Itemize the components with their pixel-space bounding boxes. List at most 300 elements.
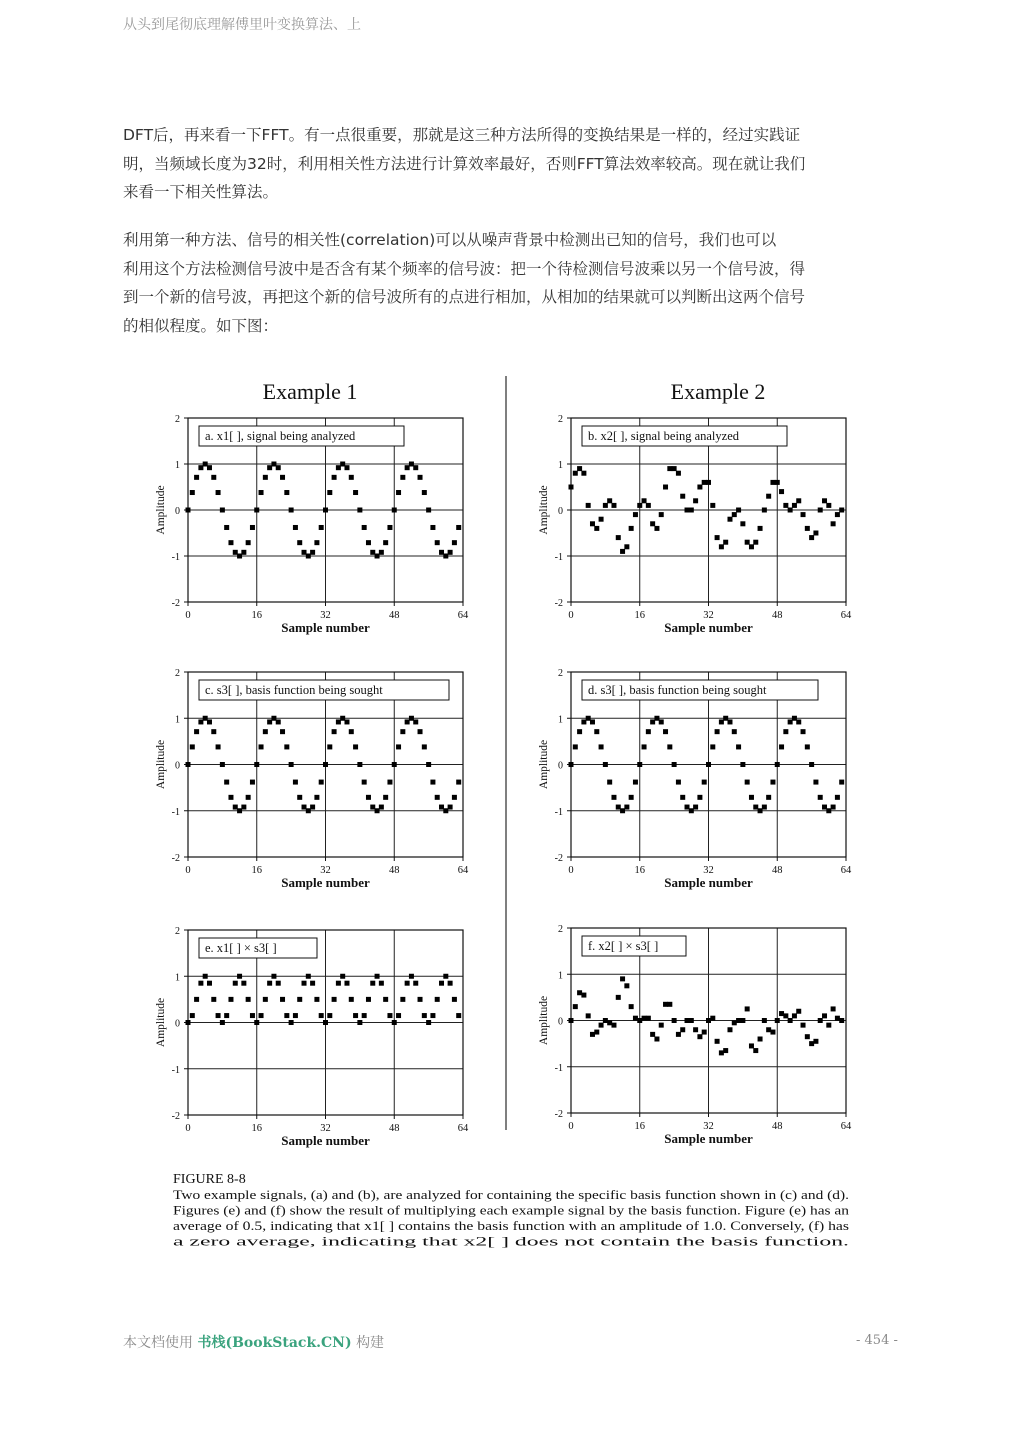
data-point: [224, 780, 229, 785]
data-point: [267, 719, 272, 724]
data-point: [620, 549, 625, 554]
data-point: [796, 498, 801, 503]
paragraph-2: [123, 226, 885, 340]
data-point: [758, 1037, 763, 1042]
data-point: [616, 535, 621, 540]
data-point: [224, 525, 229, 530]
data-point: [409, 462, 414, 467]
data-point: [362, 1013, 367, 1018]
x-tick-label: 48: [389, 865, 400, 876]
data-point: [770, 1030, 775, 1035]
column-title-example-2: Example 2: [670, 379, 766, 404]
data-point: [228, 540, 233, 545]
data-point: [736, 744, 741, 749]
data-point: [439, 981, 444, 986]
data-point: [723, 1048, 728, 1053]
data-point: [611, 795, 616, 800]
x-axis-label: Sample number: [281, 1133, 370, 1148]
data-point: [801, 729, 806, 734]
figure-caption-line: Figures (e) and (f) show the result of multiplying each example signal by the basis function. Figure (e) has an: [173, 1203, 850, 1218]
data-point: [577, 729, 582, 734]
paragraph-line: 利用这个方法检测信号波中是否含有某个频率的信号波：把一个待检测信号波乘以另一个信号波，得: [123, 259, 806, 278]
data-point: [250, 525, 255, 530]
data-point: [323, 508, 328, 513]
data-point: [211, 997, 216, 1002]
data-point: [569, 762, 574, 767]
data-point: [629, 795, 634, 800]
x-tick-label: 0: [568, 1121, 574, 1132]
data-point: [642, 498, 647, 503]
data-point: [646, 503, 651, 508]
data-point: [237, 554, 242, 559]
data-point: [413, 719, 418, 724]
data-point: [624, 544, 629, 549]
data-point: [456, 1013, 461, 1018]
data-point: [663, 485, 668, 490]
data-point: [573, 744, 578, 749]
data-point: [680, 795, 685, 800]
data-point: [607, 498, 612, 503]
y-tick-label: -2: [171, 853, 180, 864]
data-point: [435, 997, 440, 1002]
data-point: [353, 1013, 358, 1018]
bookstack-link[interactable]: 书栈(BookStack.CN): [197, 1335, 352, 1351]
data-point: [672, 466, 677, 471]
y-tick-label: 0: [175, 506, 180, 517]
data-point: [762, 1018, 767, 1023]
y-axis-label: Amplitude: [538, 739, 550, 790]
data-point: [327, 744, 332, 749]
data-point: [387, 525, 392, 530]
data-point: [762, 805, 767, 810]
data-point: [267, 465, 272, 470]
data-point: [667, 1002, 672, 1007]
panel-label-a: a. x1[ ], signal being analyzed: [205, 429, 356, 443]
data-point: [267, 981, 272, 986]
data-point: [263, 475, 268, 480]
data-point: [818, 1018, 823, 1023]
y-tick-label: -2: [554, 598, 563, 609]
x-axis-label: Sample number: [664, 875, 753, 890]
y-tick-label: -1: [171, 806, 180, 818]
data-point: [577, 990, 582, 995]
data-point: [581, 471, 586, 476]
data-point: [259, 744, 264, 749]
data-point: [396, 1013, 401, 1018]
data-point: [599, 517, 604, 522]
data-point: [573, 471, 578, 476]
data-point: [418, 475, 423, 480]
data-point: [353, 490, 358, 495]
data-point: [826, 503, 831, 508]
data-point: [430, 525, 435, 530]
y-tick-label: 1: [175, 972, 180, 984]
data-point: [616, 805, 621, 810]
data-point: [190, 744, 195, 749]
x-tick-label: 16: [251, 865, 262, 876]
data-point: [327, 490, 332, 495]
data-point: [332, 729, 337, 734]
column-title-example-1: Example 1: [262, 379, 358, 404]
data-point: [693, 1027, 698, 1032]
data-point: [198, 465, 203, 470]
y-axis-label: Amplitude: [155, 485, 167, 535]
data-point: [805, 526, 810, 531]
data-point: [577, 466, 582, 471]
data-point: [280, 997, 285, 1002]
data-point: [340, 716, 345, 721]
data-point: [405, 719, 410, 724]
data-point: [667, 744, 672, 749]
data-point: [370, 805, 375, 810]
data-point: [418, 729, 423, 734]
x-tick-label: 16: [251, 1123, 262, 1134]
data-point: [216, 490, 221, 495]
y-tick-label: -1: [171, 552, 180, 563]
data-point: [654, 716, 659, 721]
x-tick-label: 32: [703, 1121, 714, 1132]
data-point: [375, 554, 380, 559]
data-point: [659, 719, 664, 724]
data-point: [629, 1004, 634, 1009]
panel-label-b: b. x2[ ], signal being analyzed: [588, 429, 739, 443]
data-point: [362, 780, 367, 785]
data-point: [456, 780, 461, 785]
footer-prefix: 本文档使用: [123, 1335, 193, 1351]
data-point: [220, 762, 225, 767]
panel-label-c: c. s3[ ], basis function being sought: [205, 683, 383, 697]
data-point: [839, 780, 844, 785]
data-point: [719, 544, 724, 549]
data-point: [448, 805, 453, 810]
data-point: [237, 974, 242, 979]
data-point: [349, 729, 354, 734]
data-point: [805, 744, 810, 749]
data-point: [263, 997, 268, 1002]
data-point: [284, 490, 289, 495]
y-tick-label: 0: [175, 760, 180, 772]
data-point: [676, 780, 681, 785]
data-point: [775, 762, 780, 767]
y-tick-label: -2: [171, 1111, 180, 1122]
data-point: [237, 808, 242, 813]
x-tick-label: 0: [185, 865, 191, 876]
data-point: [216, 744, 221, 749]
y-tick-label: 2: [175, 926, 180, 937]
panel-label-e: e. x1[ ] × s3[ ]: [205, 941, 277, 955]
y-tick-label: -2: [554, 853, 563, 864]
data-point: [637, 503, 642, 508]
data-point: [762, 508, 767, 513]
data-point: [809, 535, 814, 540]
data-point: [340, 974, 345, 979]
x-tick-label: 32: [320, 1123, 331, 1134]
data-point: [400, 475, 405, 480]
data-point: [422, 1013, 427, 1018]
x-axis-label: Sample number: [281, 620, 370, 635]
data-point: [413, 981, 418, 986]
data-point: [254, 508, 259, 513]
data-point: [624, 983, 629, 988]
data-point: [796, 1009, 801, 1014]
data-point: [710, 503, 715, 508]
data-point: [284, 744, 289, 749]
data-point: [835, 795, 840, 800]
data-point: [276, 719, 281, 724]
data-point: [573, 1004, 578, 1009]
data-point: [637, 762, 642, 767]
data-point: [297, 795, 302, 800]
data-point: [783, 729, 788, 734]
data-point: [297, 540, 302, 545]
data-point: [663, 729, 668, 734]
data-point: [697, 795, 702, 800]
figure-caption-line: a zero average, indicating that x2[ ] does not contain the basis function.: [173, 1234, 849, 1249]
x-tick-label: 32: [703, 865, 714, 876]
data-point: [599, 744, 604, 749]
x-tick-label: 16: [634, 610, 645, 621]
data-point: [357, 762, 362, 767]
y-axis-label: Amplitude: [538, 995, 550, 1046]
data-point: [788, 508, 793, 513]
footer-credit: [123, 1332, 384, 1352]
data-point: [186, 508, 191, 513]
data-point: [633, 780, 638, 785]
x-axis-label: Sample number: [664, 1131, 753, 1146]
data-point: [246, 795, 251, 800]
paragraph-line: 来看一下相关性算法。: [123, 183, 279, 201]
data-point: [783, 503, 788, 508]
data-point: [770, 780, 775, 785]
data-point: [839, 508, 844, 513]
x-axis-label: Sample number: [281, 875, 370, 890]
data-point: [344, 719, 349, 724]
y-tick-label: -1: [554, 806, 563, 818]
data-point: [831, 805, 836, 810]
data-point: [659, 512, 664, 517]
data-point: [603, 1018, 608, 1023]
data-point: [284, 1013, 289, 1018]
data-point: [654, 526, 659, 531]
data-point: [581, 719, 586, 724]
data-point: [706, 1018, 711, 1023]
data-point: [689, 808, 694, 813]
data-point: [392, 762, 397, 767]
data-point: [646, 1016, 651, 1021]
data-point: [387, 780, 392, 785]
data-point: [745, 1006, 750, 1011]
y-tick-label: -2: [171, 598, 180, 609]
data-point: [783, 1013, 788, 1018]
data-point: [831, 521, 836, 526]
data-point: [586, 503, 591, 508]
data-point: [831, 1006, 836, 1011]
data-point: [383, 795, 388, 800]
data-point: [599, 1023, 604, 1028]
data-point: [379, 550, 384, 555]
data-point: [637, 1018, 642, 1023]
data-point: [607, 1020, 612, 1025]
data-point: [749, 1043, 754, 1048]
data-point: [306, 974, 311, 979]
data-point: [379, 981, 384, 986]
data-point: [801, 1023, 806, 1028]
data-point: [198, 719, 203, 724]
data-point: [443, 974, 448, 979]
x-tick-label: 64: [457, 865, 469, 876]
data-point: [788, 719, 793, 724]
data-point: [818, 508, 823, 513]
data-point: [727, 517, 732, 522]
data-point: [392, 1020, 397, 1025]
data-point: [736, 508, 741, 513]
data-point: [375, 974, 380, 979]
data-point: [271, 716, 276, 721]
data-point: [822, 498, 827, 503]
data-point: [293, 525, 298, 530]
data-point: [766, 494, 771, 499]
figure-8-8: [150, 368, 870, 1258]
data-point: [736, 1018, 741, 1023]
data-point: [813, 531, 818, 536]
data-point: [835, 1016, 840, 1021]
figure-caption-title: FIGURE 8-8: [173, 1172, 246, 1187]
data-point: [835, 512, 840, 517]
data-point: [822, 805, 827, 810]
x-tick-label: 48: [772, 610, 783, 621]
data-point: [310, 550, 315, 555]
data-point: [289, 762, 294, 767]
data-point: [426, 762, 431, 767]
y-tick-label: 2: [175, 668, 180, 679]
data-point: [349, 475, 354, 480]
data-point: [813, 780, 818, 785]
paragraph-line: 明，当频域长度为32时，利用相关性方法进行计算效率最好，否则FFT算法效率较高。现在就让我们: [123, 154, 806, 173]
data-point: [693, 805, 698, 810]
y-tick-label: 0: [558, 1016, 563, 1028]
data-point: [689, 1018, 694, 1023]
y-tick-label: 2: [175, 414, 180, 425]
data-point: [642, 744, 647, 749]
footer-suffix: 构建: [356, 1335, 385, 1351]
y-tick-label: -1: [554, 552, 563, 563]
data-point: [366, 795, 371, 800]
data-point: [676, 1032, 681, 1037]
data-point: [198, 981, 203, 986]
data-point: [659, 1023, 664, 1028]
data-point: [383, 997, 388, 1002]
data-point: [801, 512, 806, 517]
x-tick-label: 0: [185, 1123, 191, 1134]
data-point: [233, 981, 238, 986]
data-point: [650, 1032, 655, 1037]
data-point: [448, 550, 453, 555]
data-point: [216, 1013, 221, 1018]
data-point: [685, 805, 690, 810]
y-tick-label: 1: [175, 714, 180, 726]
data-point: [749, 544, 754, 549]
data-point: [633, 1016, 638, 1021]
x-tick-label: 48: [389, 610, 400, 621]
paragraph-1: [123, 121, 885, 207]
data-point: [586, 716, 591, 721]
data-point: [323, 762, 328, 767]
data-point: [405, 981, 410, 986]
data-point: [452, 795, 457, 800]
data-point: [439, 805, 444, 810]
data-point: [233, 550, 238, 555]
x-tick-label: 32: [703, 610, 714, 621]
data-point: [809, 1041, 814, 1046]
x-tick-label: 0: [568, 610, 574, 621]
data-point: [443, 554, 448, 559]
data-point: [400, 997, 405, 1002]
x-tick-label: 64: [840, 865, 852, 876]
data-point: [314, 997, 319, 1002]
data-point: [611, 1023, 616, 1028]
data-point: [332, 475, 337, 480]
y-tick-label: -1: [171, 1064, 180, 1076]
data-point: [569, 485, 574, 490]
data-point: [745, 780, 750, 785]
x-tick-label: 48: [389, 1123, 400, 1134]
data-point: [680, 1027, 685, 1032]
data-point: [654, 1037, 659, 1042]
x-axis-label: Sample number: [664, 620, 753, 635]
y-tick-label: -2: [554, 1109, 563, 1120]
data-point: [779, 744, 784, 749]
data-point: [826, 808, 831, 813]
figure-caption-line: Two example signals, (a) and (b), are analyzed for containing the specific basis function shown in (c) and (d).: [173, 1188, 849, 1202]
data-point: [439, 550, 444, 555]
data-point: [693, 498, 698, 503]
data-point: [194, 997, 199, 1002]
x-tick-label: 64: [457, 1123, 469, 1134]
data-point: [685, 508, 690, 513]
data-point: [633, 512, 638, 517]
data-point: [603, 762, 608, 767]
data-point: [624, 805, 629, 810]
data-point: [319, 525, 324, 530]
data-point: [775, 1018, 780, 1023]
data-point: [826, 1023, 831, 1028]
data-point: [646, 729, 651, 734]
running-header: 从头到尾彻底理解傅里叶变换算法、上: [123, 17, 361, 33]
data-point: [353, 744, 358, 749]
data-point: [228, 997, 233, 1002]
data-point: [590, 719, 595, 724]
y-tick-label: 1: [558, 970, 563, 982]
data-point: [344, 465, 349, 470]
data-point: [727, 1027, 732, 1032]
data-point: [203, 974, 208, 979]
data-point: [396, 490, 401, 495]
data-point: [280, 475, 285, 480]
data-point: [788, 1018, 793, 1023]
data-point: [220, 508, 225, 513]
data-point: [732, 1020, 737, 1025]
data-point: [611, 503, 616, 508]
data-point: [233, 805, 238, 810]
data-point: [435, 540, 440, 545]
paragraph-line: 利用第一种方法、信号的相关性(correlation)可以从噪声背景中检测出已知的信号，我们也可以: [123, 231, 777, 249]
data-point: [813, 1039, 818, 1044]
data-point: [766, 1027, 771, 1032]
data-point: [310, 805, 315, 810]
data-point: [211, 475, 216, 480]
data-point: [581, 993, 586, 998]
data-point: [745, 540, 750, 545]
